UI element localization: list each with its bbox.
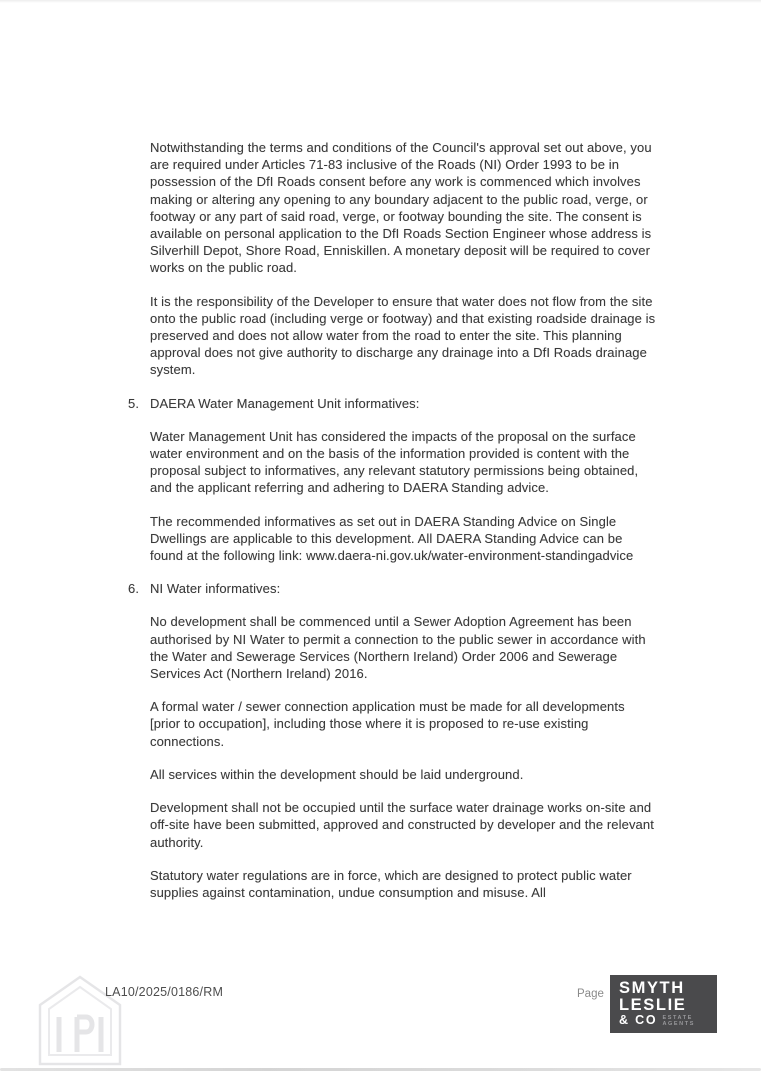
paragraph: No development shall be commenced until a Sewer Adoption Agreement has been authorised by NI Water to permit a connection to the public sewer in accordance with the Water and Sewerage Services (Northern Ireland) Order 2006 and Sewerage Services Act (Northern Ireland) 2016. [150,614,646,682]
paragraph: Water Management Unit has considered the impacts of the proposal on the surface water environment and on the basis of the information provided is content with the proposal subject to informatives, any relevant statutory permissions being obtained, and the applicant referring and adhering to DAERA Standing advice. [150,428,639,496]
document-body [128,139,656,917]
section-heading-6 [128,580,656,597]
section-title: DAERA Water Management Unit informatives: [150,395,420,411]
logo-name-line1: SMYTH [619,979,685,997]
logo-tagline-1: ESTATE [662,1014,693,1021]
paragraph: A formal water / sewer connection application must be made for all developments [prior to occupation], including those where it is proposed to re-use existing connections. [150,699,625,749]
scan-top-edge [0,0,761,3]
scan-bottom-edge [0,1068,761,1071]
paragraph: Development shall not be occupied until the surface water drainage works on-site and off-site have been submitted, approved and constructed by developer and the relevant authority. [150,800,654,850]
logo-tagline [662,1015,695,1027]
logo-row3 [619,1014,717,1027]
section-title: NI Water informatives: [150,581,281,597]
logo-tagline-2: AGENTS [662,1020,695,1027]
paragraph: All services within the development should be laid underground. [150,766,524,782]
paragraph: The recommended informatives as set out in DAERA Standing Advice on Single Dwellings are applicable to this development. All DAERA Standing Advice can be found at the following link: www.daera-ni.gov.uk/water-environment-standingadvice [150,513,634,564]
logo-name-line3: & CO [619,1013,658,1027]
paragraph: Statutory water regulations are in force, which are designed to protect public water supplies against contamination, undue consumption and misuse. All [150,867,632,900]
section-number: 5. [128,395,140,411]
paragraph: It is the responsibility of the Developer to ensure that water does not flow from the site onto the public road (including verge or footway) and that existing roadside drainage is preserved and does not allow water from the road to enter the site. This planning approval does not give authority to discharge any drainage into a DfI Roads drainage system. [150,293,656,378]
page-number-label: Page [577,988,604,1000]
section-heading-5 [128,395,656,412]
application-reference: LA10/2025/0186/RM [105,985,224,999]
paragraph: Notwithstanding the terms and conditions of the Council's approval set out above, you are required under Articles 71-83 inclusive of the Roads (NI) Order 1993 to be in possession of the DfI Roads consent before any work is commenced which involves making or altering any opening to any boundary adjacent to the public road, verge, or footway or any part of said road, verge, or footway bounding the site. The consent is available on personal application to the DfI Roads Section Engineer whose address is Silverhill Depot, Shore Road, Enniskillen. A monetary deposit will be required to cover works on the public road. [150,140,652,276]
logo-name-line2: LESLIE [619,995,687,1014]
section-number: 6. [128,581,140,597]
smyth-leslie-logo [610,975,717,1033]
